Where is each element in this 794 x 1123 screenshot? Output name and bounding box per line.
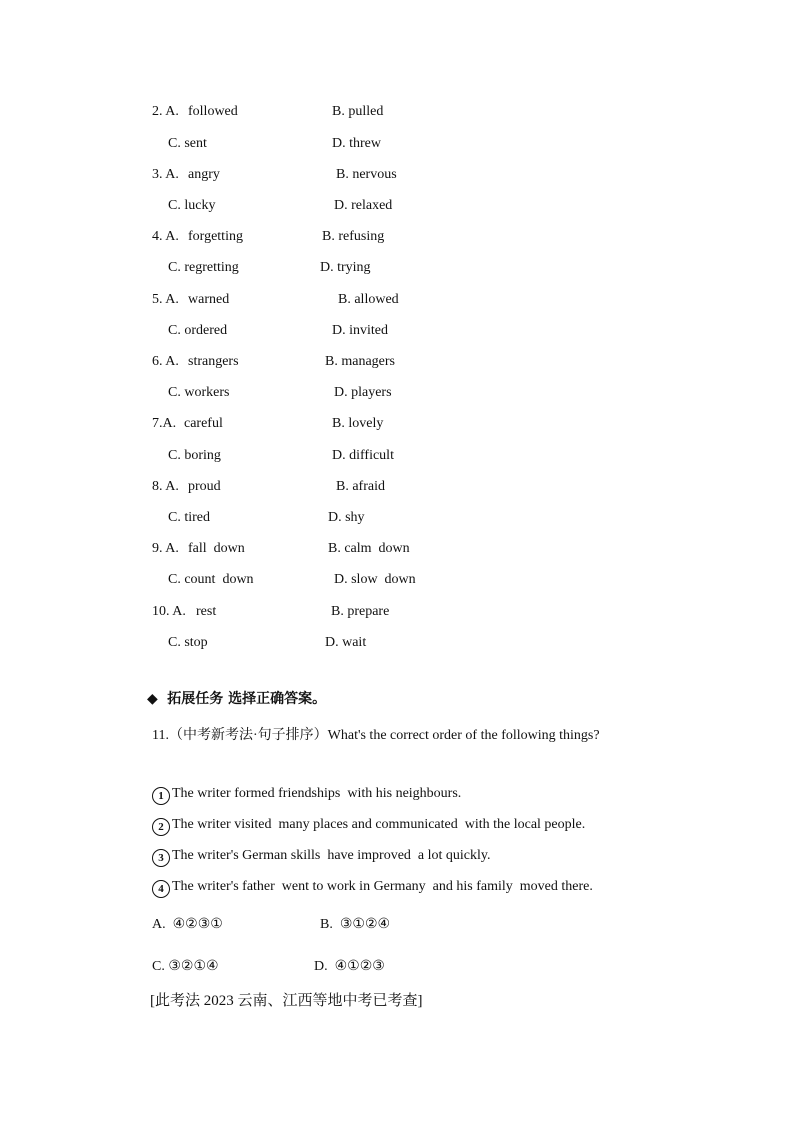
q11-item-text: The writer's German skills have improved a lot quickly. (172, 848, 491, 863)
q11-item-text: The writer's father went to work in Germany and his family moved there. (172, 879, 593, 894)
q2-option-a: followed (188, 104, 238, 119)
q9-option-c: C. count down (168, 572, 254, 587)
q3-option-b: B. nervous (336, 167, 397, 182)
q10-number: 10. A. (152, 604, 186, 619)
q4-option-c: C. regretting (168, 260, 239, 275)
q3-option-c: C. lucky (168, 198, 216, 213)
q9-option-a: fall down (188, 541, 245, 556)
q3-number: 3. A. (152, 167, 179, 182)
q2-option-b: B. pulled (332, 104, 384, 119)
q8-option-c: C. tired (168, 510, 210, 525)
q11-item-3 (152, 847, 490, 867)
q10-option-a: rest (196, 604, 217, 619)
q4-option-a: forgetting (188, 229, 243, 244)
q3-option-a: angry (188, 167, 220, 182)
q7-option-c: C. boring (168, 448, 221, 463)
q5-option-a: warned (188, 292, 230, 307)
q11-item-4 (152, 878, 593, 898)
section-title: 拓展任务 选择正确答案。 (167, 691, 327, 707)
q11-item-text: The writer visited many places and communicated with the local people. (172, 817, 586, 832)
q6-option-c: C. workers (168, 385, 230, 400)
exam-note: [此考法 2023 云南、江西等地中考已考查] (150, 993, 423, 1009)
q5-number: 5. A. (152, 292, 179, 307)
q7-option-b: B. lovely (332, 416, 384, 431)
q2-option-c: C. sent (168, 136, 207, 151)
q11-item-1 (152, 785, 461, 805)
q11-option-a: A. ④②③① (152, 917, 223, 932)
q2-option-d: D. threw (332, 136, 381, 151)
q6-option-b: B. managers (325, 354, 395, 369)
q4-number: 4. A. (152, 229, 179, 244)
q11-stem: 11.（中考新考法·句子排序）What's the correct order of the following things? (152, 728, 600, 743)
q5-option-d: D. invited (332, 323, 388, 338)
q8-option-d: D. shy (328, 510, 365, 525)
q6-number: 6. A. (152, 354, 179, 369)
q4-option-b: B. refusing (322, 229, 385, 244)
q10-option-d: D. wait (325, 635, 367, 650)
q7-number: 7.A. (152, 416, 177, 431)
q7-option-a: careful (184, 416, 223, 431)
circled-3-icon: 3 (152, 849, 170, 867)
q3-option-d: D. relaxed (334, 198, 393, 213)
q11-option-b: B. ③①②④ (320, 917, 391, 932)
circled-2-icon: 2 (152, 818, 170, 836)
q5-option-b: B. allowed (338, 292, 399, 307)
q8-option-b: B. afraid (336, 479, 385, 494)
q9-option-b: B. calm down (328, 541, 410, 556)
section-header (147, 690, 326, 709)
q11-option-c: C. ③②①④ (152, 959, 219, 974)
circled-1-icon: 1 (152, 787, 170, 805)
q9-number: 9. A. (152, 541, 179, 556)
q5-option-c: C. ordered (168, 323, 228, 338)
q8-number: 8. A. (152, 479, 179, 494)
q6-option-a: strangers (188, 354, 239, 369)
q11-item-text: The writer formed friendships with his neighbours. (172, 786, 462, 801)
q4-option-d: D. trying (320, 260, 371, 275)
q7-option-d: D. difficult (332, 448, 394, 463)
q8-option-a: proud (188, 479, 221, 494)
q10-option-c: C. stop (168, 635, 208, 650)
circled-4-icon: 4 (152, 880, 170, 898)
q2-number: 2. A. (152, 104, 179, 119)
q11-item-2 (152, 816, 585, 836)
q10-option-b: B. prepare (331, 604, 390, 619)
q11-option-d: D. ④①②③ (314, 959, 385, 974)
q6-option-d: D. players (334, 385, 392, 400)
q9-option-d: D. slow down (334, 572, 416, 587)
diamond-bullet-icon: ◆ (147, 691, 158, 707)
